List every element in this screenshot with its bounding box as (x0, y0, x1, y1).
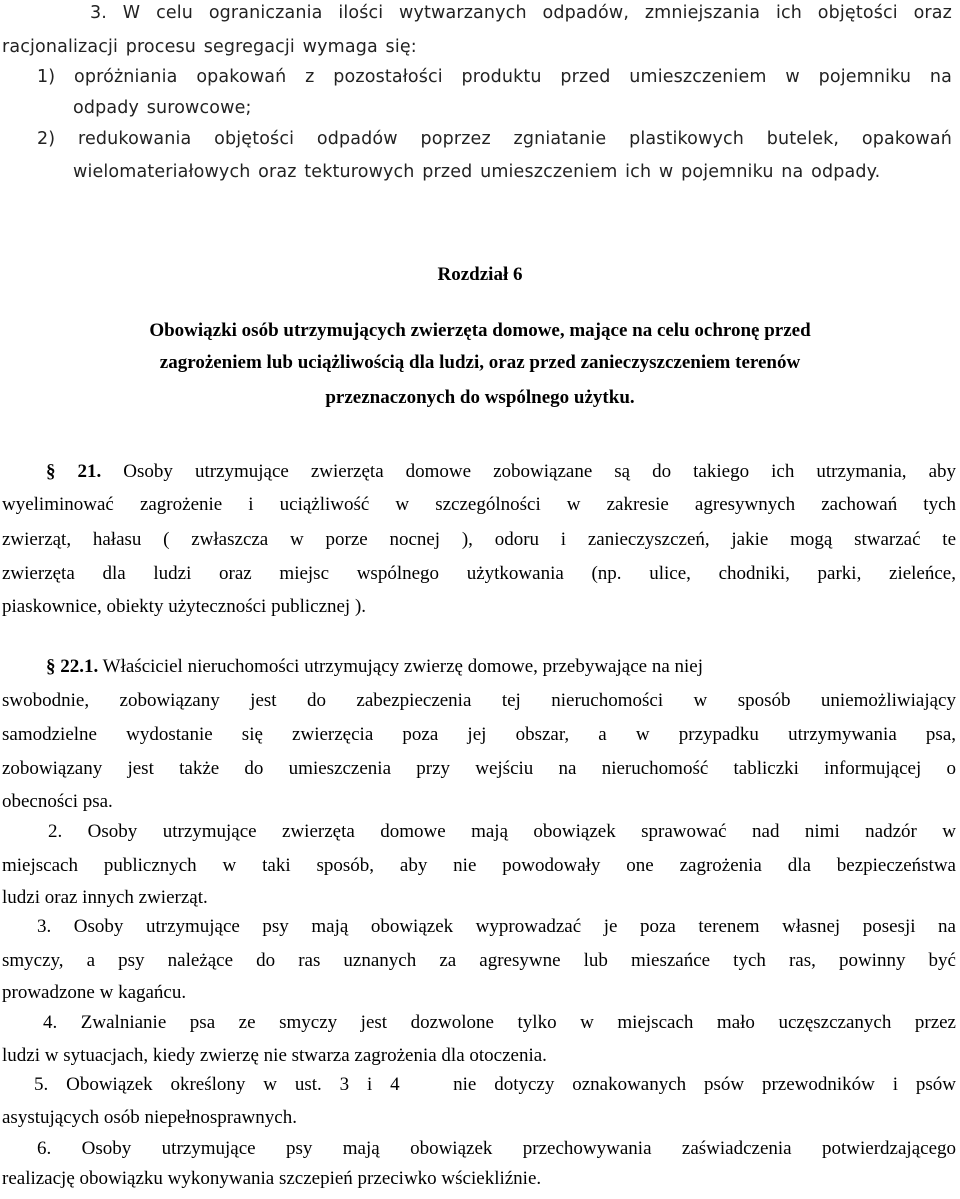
paragraph-21-line4: zwierzęta dla ludzi oraz miejsc wspólnego użytkowania (np. ulice, chodniki, parki, zieleńce, (2, 563, 956, 584)
paragraph-21-line1 (46, 461, 956, 483)
p22-item3-line2: smyczy, a psy należące do ras uznanych za agresywne lub mieszańce tych ras, powinny być (2, 950, 956, 971)
paragraph-22-text: Właściciel nieruchomości utrzymujący zwierzę domowe, przebywające na niej (98, 656, 703, 677)
paragraph-21-number: § 21. (46, 461, 102, 482)
paragraph-22-number: § 22.1. (46, 656, 99, 677)
section3-item1-line2: odpady surowcowe; (73, 98, 252, 118)
p22-item5-line1: 5. Obowiązek określony w ust. 3 i 4 nie dotyczy oznakowanych psów przewodników i psów (34, 1074, 956, 1095)
section3-line2: racjonalizacji procesu segregacji wymaga się: (2, 37, 417, 57)
paragraph-22-line4: zobowiązany jest także do umieszczenia przy wejściu na nieruchomość tabliczki informującej o (2, 758, 956, 779)
section3-item2-line1: 2) redukowania objętości odpadów poprzez zgniatanie plastikowych butelek, opakowań (37, 129, 952, 149)
paragraph-21-line2: wyeliminować zagrożenie i uciążliwość w szczególności w zakresie agresywnych zachowań tych (2, 494, 956, 515)
p22-item3-line3: prowadzone w kagańcu. (2, 982, 187, 1003)
section3-line1: 3. W celu ograniczania ilości wytwarzanych odpadów, zmniejszania ich objętości oraz (90, 3, 952, 23)
p22-item2-line2: miejscach publicznych w taki sposób, aby nie powodowały one zagrożenia dla bezpieczeństwa (2, 855, 956, 876)
chapter-title-line1: Obowiązki osób utrzymujących zwierzęta domowe, mające na celu ochronę przed (149, 320, 811, 341)
p22-item3-line1: 3. Osoby utrzymujące psy mają obowiązek wyprowadzać je poza terenem własnej posesji na (37, 916, 956, 937)
paragraph-22-line1 (46, 656, 960, 678)
paragraph-22-line3: samodzielne wydostanie się zwierzęcia poza jej obszar, a w przypadku utrzymywania psa, (2, 724, 956, 745)
p22-item2-line3: ludzi oraz innych zwierząt. (2, 887, 208, 908)
paragraph-21-line3: zwierząt, hałasu ( zwłaszcza w porze nocnej ), odoru i zanieczyszczeń, jakie mogą stwarzać te (2, 529, 956, 550)
p22-item6-line2: realizację obowiązku wykonywania szczepień przeciwko wściekliźnie. (2, 1168, 542, 1189)
paragraph-22-line5: obecności psa. (2, 791, 113, 812)
p22-item5-line2: asystujących osób niepełnosprawnych. (2, 1107, 297, 1128)
p22-item4-line2: ludzi w sytuacjach, kiedy zwierzę nie stwarza zagrożenia dla otoczenia. (2, 1045, 547, 1066)
section3-item2-line2: wielomateriałowych oraz tekturowych przed umieszczeniem ich w pojemniku na odpady. (73, 162, 881, 182)
p22-item2-line1: 2. Osoby utrzymujące zwierzęta domowe mają obowiązek sprawować nad nimi nadzór w (48, 821, 956, 842)
paragraph-21-line5: piaskownice, obiekty użyteczności publicznej ). (2, 596, 367, 617)
p22-item6-line1: 6. Osoby utrzymujące psy mają obowiązek przechowywania zaświadczenia potwierdzającego (37, 1138, 956, 1159)
chapter-number: Rozdział 6 (437, 264, 523, 285)
paragraph-21-text: Osoby utrzymujące zwierzęta domowe zobowiązane są do takiego ich utrzymania, aby (101, 461, 957, 482)
section3-item1-line1: 1) opróżniania opakowań z pozostałości produktu przed umieszczeniem w pojemniku na (37, 67, 952, 87)
p22-item4-line1: 4. Zwalnianie psa ze smyczy jest dozwolone tylko w miejscach mało uczęszczanych przez (43, 1012, 956, 1033)
paragraph-22-line2: swobodnie, zobowiązany jest do zabezpieczenia tej nieruchomości w sposób uniemożliwiający (2, 690, 956, 711)
chapter-title-line3: przeznaczonych do wspólnego użytku. (325, 387, 635, 408)
chapter-title-line2: zagrożeniem lub uciążliwością dla ludzi, oraz przed zanieczyszczeniem terenów (159, 352, 801, 373)
